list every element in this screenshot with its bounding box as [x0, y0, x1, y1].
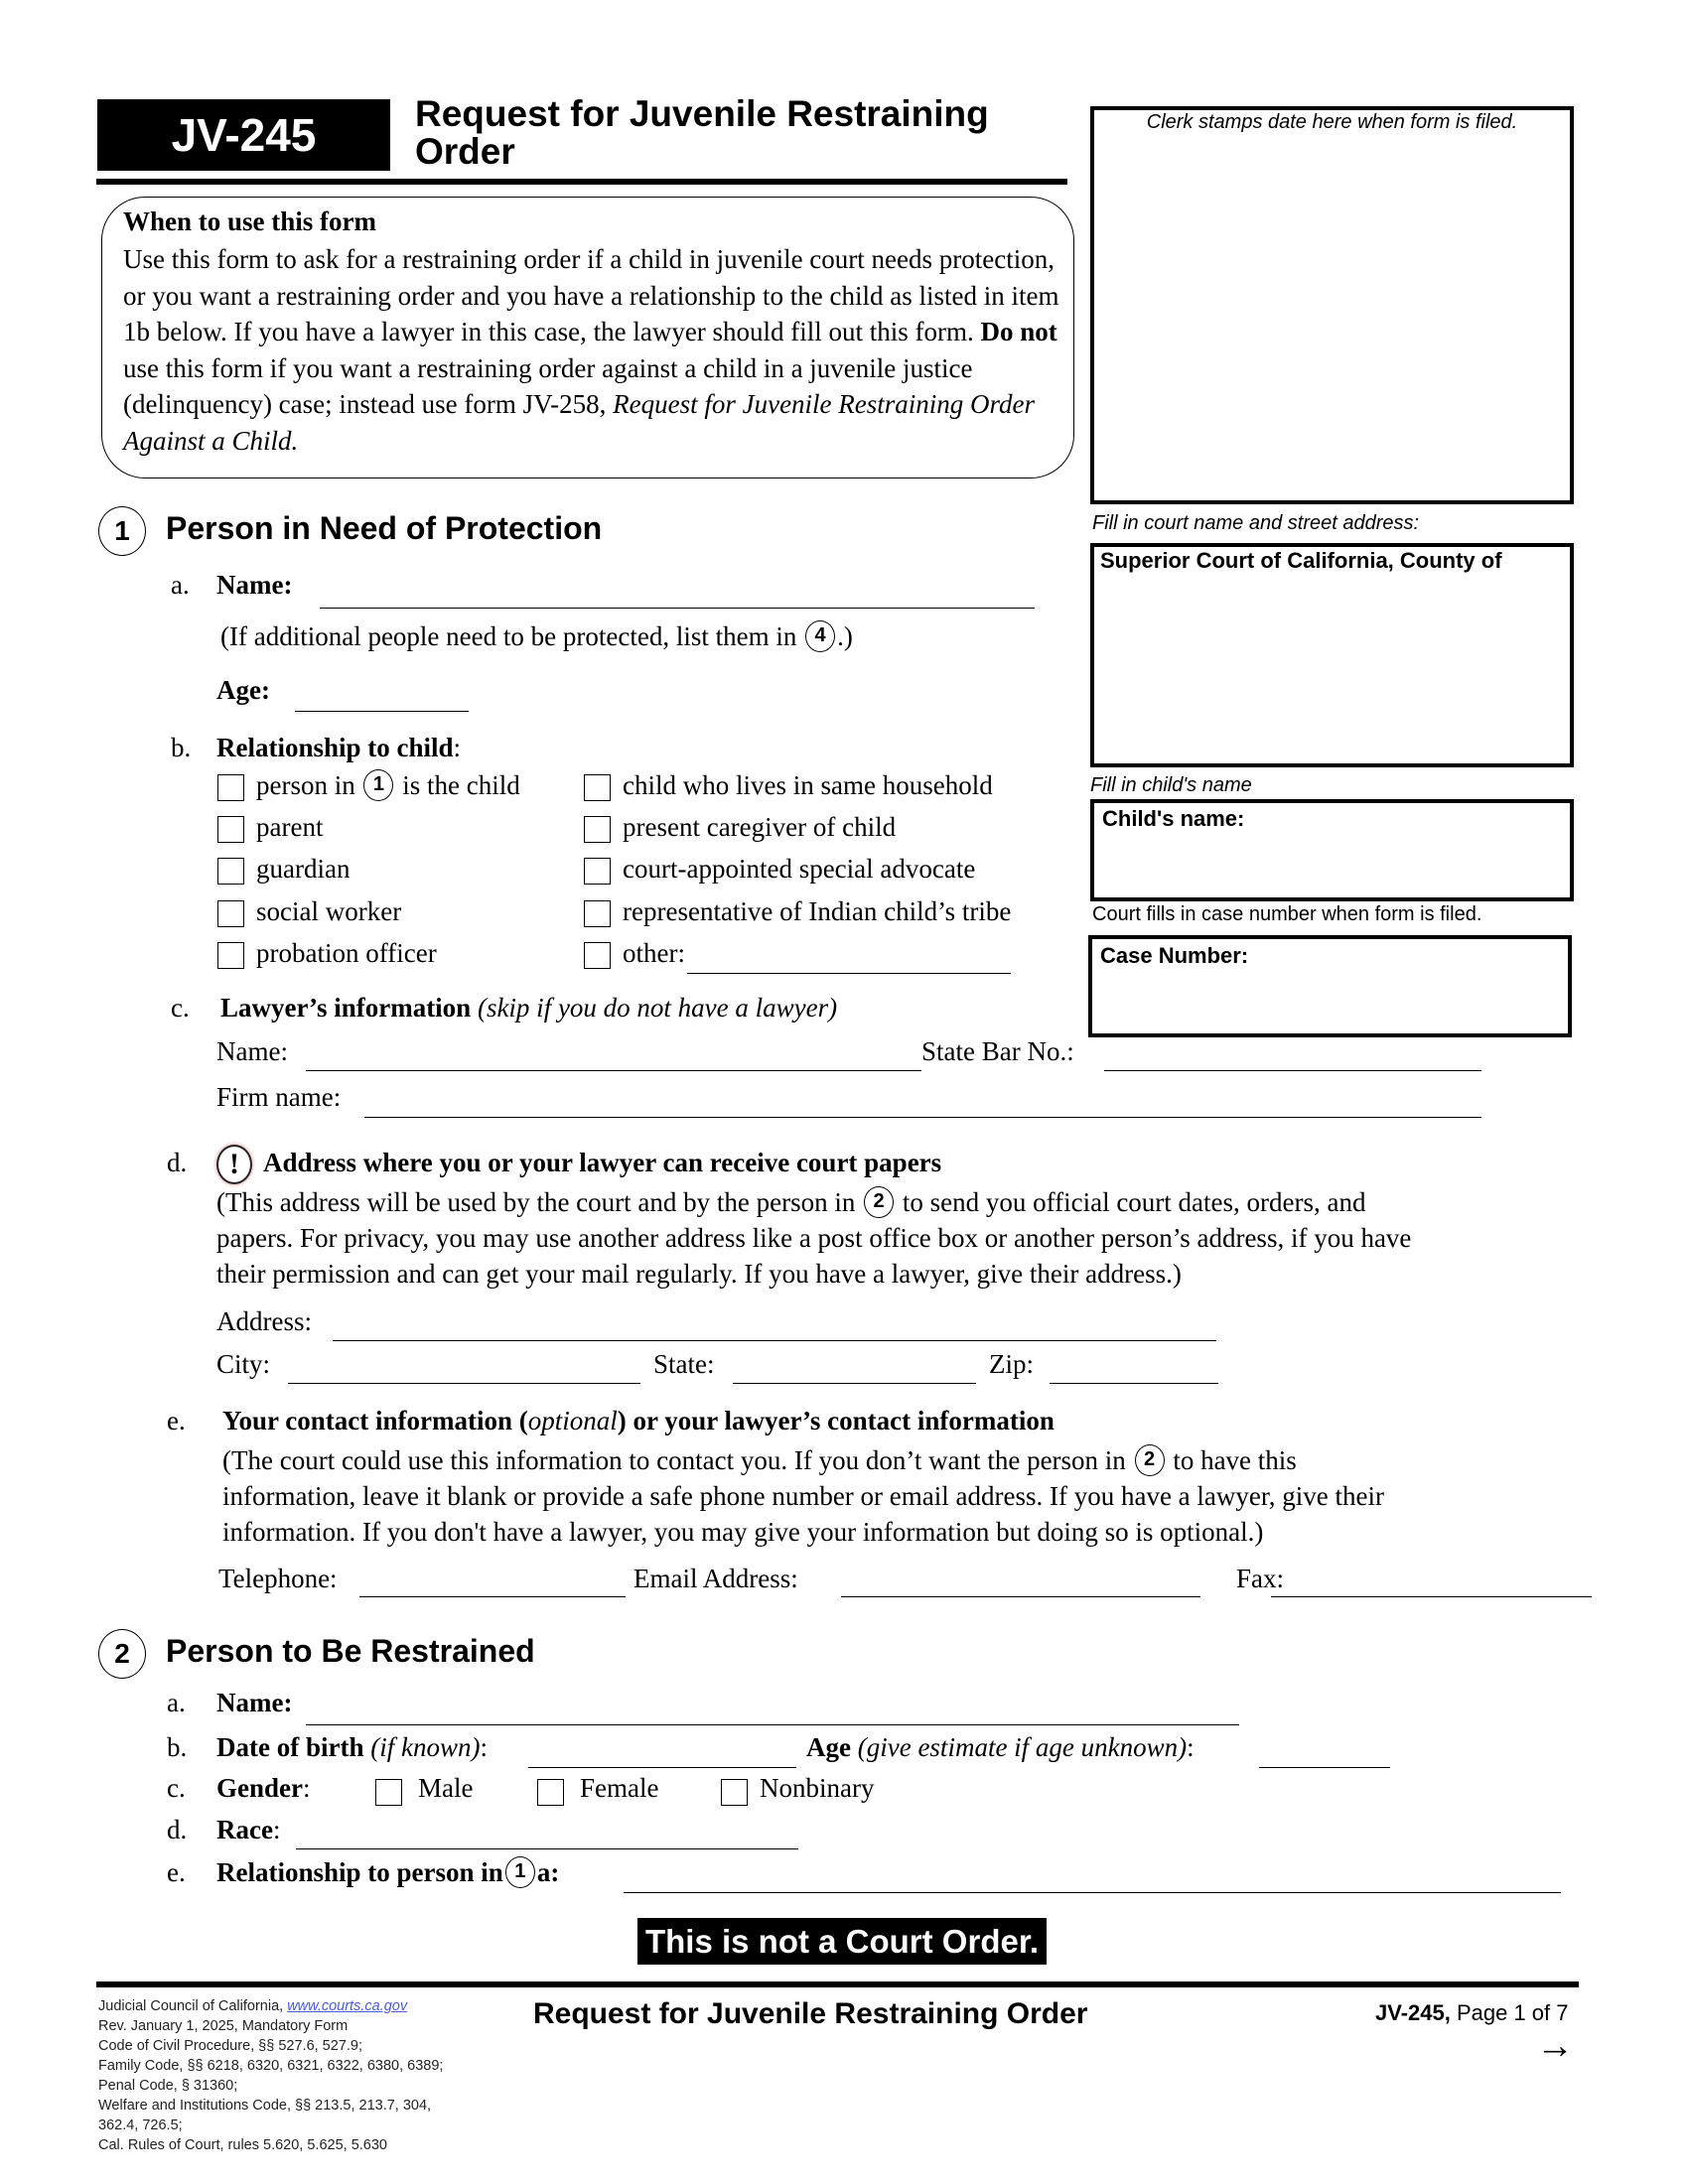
court-address-field[interactable] — [1090, 543, 1574, 767]
email-label: Email Address: — [633, 1564, 798, 1593]
citation-line: Welfare and Institutions Code, §§ 213.5, 213.7, 304, — [98, 2098, 432, 2114]
jv258-title: Request for Juvenile Restraining Order Against a Child. — [123, 389, 1036, 456]
footer-rule — [96, 1981, 1579, 1987]
footer-form-id: JV-245, — [1375, 2000, 1451, 2025]
case-number-caption: Case Number: — [1100, 943, 1249, 968]
contact-info-heading — [222, 1406, 1055, 1436]
case-number-label: Court fills in case number when form is filed. — [1092, 903, 1482, 925]
option-casa: court-appointed special advocate — [623, 854, 976, 884]
additional-people-note — [220, 621, 853, 655]
telephone-label: Telephone: — [218, 1564, 338, 1593]
checkbox-child-same-household[interactable] — [584, 774, 611, 801]
form-id-badge: JV-245 — [97, 99, 390, 171]
section-2-title: Person to Be Restrained — [166, 1633, 535, 1669]
email-input[interactable] — [841, 1596, 1200, 1597]
option-text: is the child — [402, 770, 520, 800]
when-body-text-2: use this form if you want a restraining order against a child in a juvenile justice (delinquency) case; instead use form JV-258, — [123, 352, 973, 419]
contact-label: Your contact information ( — [222, 1406, 528, 1435]
item-2e-letter: e. — [167, 1857, 186, 1887]
option-parent: parent — [256, 812, 324, 842]
fax-label: Fax: — [1236, 1564, 1285, 1593]
restrained-age-label — [806, 1732, 1195, 1763]
revision-line: Rev. January 1, 2025, Mandatory Form — [98, 2018, 349, 2034]
footer-citations — [98, 1996, 443, 2155]
checkbox-tribe-representative[interactable] — [584, 900, 611, 927]
note-text-end: .) — [837, 621, 853, 651]
note-text: (The court could use this information to contact you. If you don’t want the person in — [222, 1445, 1126, 1475]
item-2-ref: 2 — [864, 1186, 894, 1218]
court-name-prefix: Superior Court of California, County of — [1100, 548, 1502, 573]
item-1a-letter: a. — [171, 570, 190, 600]
address-input[interactable] — [333, 1340, 1216, 1341]
label-text: Relationship to person in — [216, 1857, 503, 1887]
lawyer-name-input[interactable] — [306, 1070, 921, 1071]
lawyer-info-note: (skip if you do not have a lawyer) — [477, 993, 838, 1023]
zip-input[interactable] — [1050, 1383, 1218, 1384]
relationship-label: Relationship to child — [216, 733, 454, 762]
item-1-ref: 1 — [505, 1856, 535, 1888]
gender-label — [216, 1773, 311, 1804]
item-1c-letter: c. — [171, 993, 190, 1023]
dob-note: (if known) — [370, 1732, 481, 1762]
section-1-number: 1 — [98, 506, 146, 556]
form-title: Request for Juvenile Restraining Order — [415, 93, 989, 172]
courts-website-link[interactable]: www.courts.ca.gov — [287, 1998, 408, 2014]
option-present-caregiver: present caregiver of child — [623, 812, 897, 842]
colon: : — [453, 733, 462, 762]
city-label: City: — [216, 1349, 271, 1379]
court-address-label: Fill in court name and street address: — [1092, 512, 1420, 534]
item-2a-letter: a. — [167, 1688, 186, 1717]
telephone-input[interactable] — [359, 1596, 626, 1597]
contact-note-3: information. If you don't have a lawyer, you may give your information but doing so is optional.) — [222, 1517, 1264, 1547]
contact-label-2: ) or your lawyer’s contact information — [617, 1406, 1055, 1435]
checkbox-parent[interactable] — [217, 816, 244, 843]
city-input[interactable] — [288, 1383, 640, 1384]
when-body-bold: Do not — [980, 317, 1057, 346]
race-text: Race — [216, 1815, 273, 1844]
exclamation-icon: ! — [216, 1145, 252, 1184]
optional-note: optional — [527, 1406, 618, 1435]
item-1a-name-label: Name: — [216, 570, 293, 600]
colon: : — [303, 1773, 311, 1803]
option-probation-officer: probation officer — [256, 938, 437, 968]
item-1b-label — [216, 733, 461, 763]
note-text: (This address will be used by the court and by the person in — [216, 1187, 856, 1217]
label-text-end: a: — [536, 1857, 560, 1887]
when-to-use-body — [123, 241, 1061, 459]
other-relationship-input[interactable] — [687, 973, 1011, 974]
note-text: to have this — [1173, 1445, 1297, 1475]
checkbox-present-caregiver[interactable] — [584, 816, 611, 843]
citation-line: Code of Civil Procedure, §§ 527.6, 527.9; — [98, 2038, 362, 2054]
header-rule — [96, 179, 1067, 185]
relationship-to-protected-input[interactable] — [624, 1892, 1561, 1893]
checkbox-female[interactable] — [537, 1779, 564, 1806]
lawyer-name-label: Name: — [216, 1036, 288, 1066]
item-4-ref: 4 — [805, 620, 835, 652]
option-female: Female — [580, 1773, 659, 1803]
lawyer-info-label: Lawyer’s information — [220, 993, 472, 1023]
protected-age-input[interactable] — [295, 711, 469, 712]
colon: : — [272, 1815, 281, 1844]
page-number — [1375, 2000, 1569, 2026]
not-court-order-notice: This is not a Court Order. — [637, 1918, 1047, 1965]
firm-name-input[interactable] — [364, 1117, 1481, 1118]
colon: : — [1187, 1732, 1195, 1762]
race-input[interactable] — [296, 1848, 798, 1849]
mailing-address-note-1 — [216, 1187, 1365, 1221]
zip-label: Zip: — [989, 1349, 1034, 1379]
age-text: Age — [806, 1732, 851, 1762]
option-child-same-household: child who lives in same household — [623, 770, 993, 800]
race-label — [216, 1815, 280, 1845]
item-2c-letter: c. — [167, 1773, 186, 1803]
address-label: Address: — [216, 1306, 312, 1336]
dob-input[interactable] — [528, 1767, 796, 1768]
when-body-text: Use this form to ask for a restraining order if a child in juvenile court needs protection, or you want a restraining order and you have a relationship to the child as listed in item 1b below. If you have a lawyer in this case, the lawyer should fill out this form. — [123, 244, 1059, 346]
page-count: Page 1 of 7 — [1456, 2000, 1569, 2025]
gender-text: Gender — [216, 1773, 303, 1803]
council-line — [98, 1996, 443, 2016]
mailing-address-note-3: their permission and can get your mail regularly. If you have a lawyer, give their address.) — [216, 1259, 1182, 1289]
mailing-address-note-2: papers. For privacy, you may use another address like a post office box or another person’s address, if you have — [216, 1223, 1412, 1253]
section-2-number: 2 — [98, 1629, 146, 1679]
contact-note-1 — [222, 1445, 1297, 1479]
checkbox-casa[interactable] — [584, 858, 611, 885]
mailing-address-heading: Address where you or your lawyer can receive court papers — [263, 1148, 942, 1177]
clerk-stamp-box — [1090, 106, 1574, 504]
child-name-caption: Child's name: — [1102, 806, 1245, 831]
protected-name-input[interactable] — [320, 608, 1035, 609]
restrained-name-input[interactable] — [306, 1724, 1239, 1725]
citation-line: Cal. Rules of Court, rules 5.620, 5.625, 5.630 — [98, 2137, 387, 2153]
option-text: person in — [256, 770, 355, 800]
checkbox-person-is-child[interactable] — [217, 774, 244, 801]
item-1d-letter: d. — [167, 1148, 188, 1177]
fax-input[interactable] — [1271, 1596, 1592, 1597]
footer-form-title: Request for Juvenile Restraining Order — [533, 1997, 1088, 2030]
state-input[interactable] — [733, 1383, 976, 1384]
dob-text: Date of birth — [216, 1732, 364, 1762]
item-1-ref: 1 — [363, 769, 393, 801]
firm-name-label: Firm name: — [216, 1082, 342, 1112]
clerk-stamp-note: Clerk stamps date here when form is filed. — [1146, 111, 1518, 133]
note-text: to send you official court dates, orders, and — [902, 1187, 1366, 1217]
citation-line: 362.4, 726.5; — [98, 2117, 183, 2133]
checkbox-other[interactable] — [584, 942, 611, 969]
citation-line: Penal Code, § 31360; — [98, 2078, 238, 2094]
restrained-age-input[interactable] — [1259, 1767, 1390, 1768]
option-social-worker: social worker — [256, 896, 402, 926]
item-1b-letter: b. — [171, 733, 192, 762]
option-guardian: guardian — [256, 854, 351, 884]
state-label: State: — [653, 1349, 715, 1379]
item-1e-letter: e. — [167, 1406, 186, 1435]
checkbox-guardian[interactable] — [217, 858, 244, 885]
option-nonbinary: Nonbinary — [760, 1773, 875, 1803]
citation-line: Family Code, §§ 6218, 6320, 6321, 6322, 6380, 6389; — [98, 2058, 444, 2074]
item-2-ref: 2 — [1135, 1444, 1165, 1476]
lawyer-info-heading — [220, 993, 837, 1024]
state-bar-input[interactable] — [1104, 1070, 1481, 1071]
option-tribe-representative: representative of Indian child’s tribe — [623, 896, 1012, 926]
item-2d-letter: d. — [167, 1815, 188, 1844]
council-name: Judicial Council of California, — [98, 1998, 284, 2014]
dob-label — [216, 1732, 488, 1763]
note-text: (If additional people need to be protected, list them in — [220, 621, 797, 651]
option-male: Male — [418, 1773, 474, 1803]
checkbox-nonbinary[interactable] — [721, 1779, 748, 1806]
checkbox-probation-officer[interactable] — [217, 942, 244, 969]
when-to-use-title: When to use this form — [123, 206, 376, 236]
checkbox-male[interactable] — [375, 1779, 402, 1806]
colon: : — [480, 1732, 488, 1762]
relationship-to-protected-label — [216, 1857, 559, 1891]
item-1a-age-label: Age: — [216, 675, 270, 705]
state-bar-label: State Bar No.: — [921, 1036, 1074, 1066]
restrained-name-label: Name: — [216, 1688, 293, 1717]
age-note: (give estimate if age unknown) — [857, 1732, 1188, 1762]
contact-note-2: information, leave it blank or provide a safe phone number or email address. If you have a lawyer, give their — [222, 1481, 1385, 1511]
section-1-title: Person in Need of Protection — [166, 510, 603, 546]
option-other: other: — [623, 938, 685, 968]
arrow-right-icon[interactable]: → — [1536, 2025, 1574, 2067]
checkbox-social-worker[interactable] — [217, 900, 244, 927]
child-name-label: Fill in child's name — [1090, 774, 1252, 796]
option-person-is-child — [256, 770, 520, 804]
item-2b-letter: b. — [167, 1732, 188, 1762]
